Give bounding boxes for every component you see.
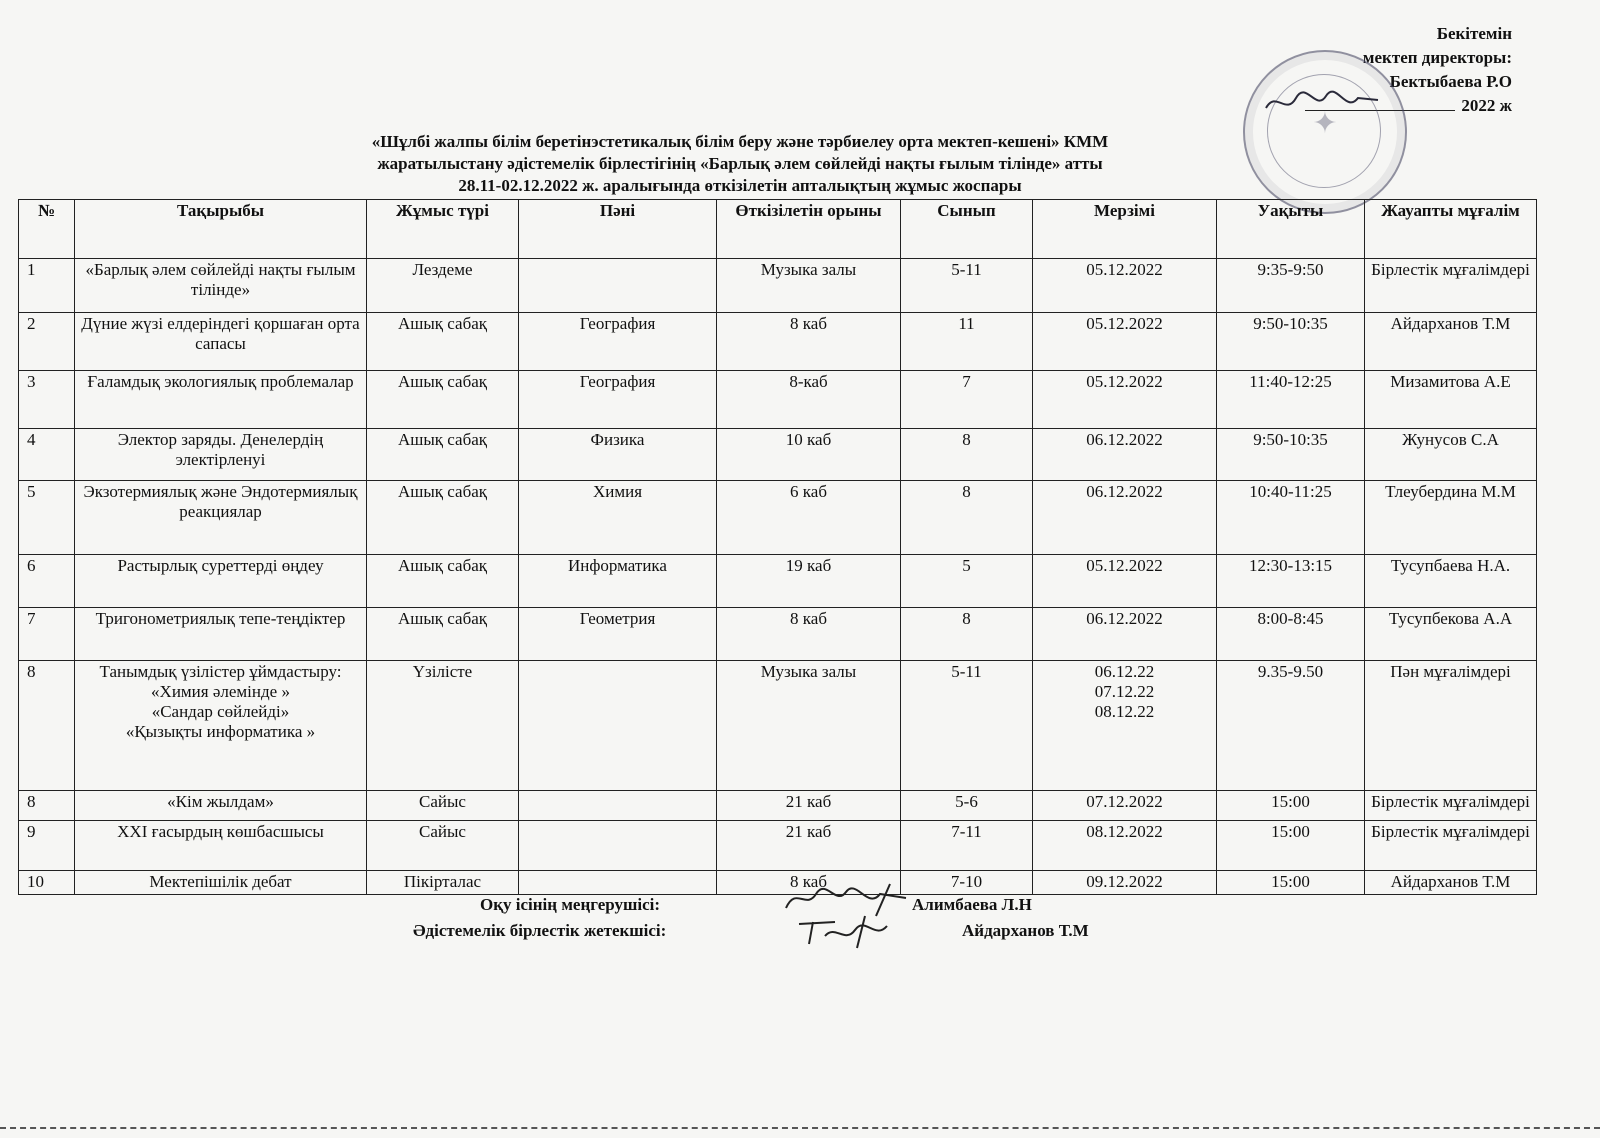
header-number: № (19, 200, 75, 259)
row-work-type: Сайыс (367, 821, 519, 871)
row-time: 9:35-9:50 (1217, 259, 1365, 313)
head-of-studies-label: Оқу ісінің меңгерушісі: (480, 895, 661, 914)
row-venue: 10 каб (717, 429, 901, 481)
row-topic: Танымдық үзілістер ұймдастыру: «Химия әлемінде » «Сандар сөйлейді» «Қызықты информатика » (75, 661, 367, 791)
row-subject (519, 661, 717, 791)
row-class: 5 (901, 555, 1033, 608)
row-work-type: Ашық сабақ (367, 313, 519, 371)
row-date: 09.12.2022 (1033, 871, 1217, 895)
row-responsible-teacher: Тусупбекова А.А (1365, 608, 1537, 661)
table-header-row (19, 200, 1537, 259)
row-date: 06.12.2022 (1033, 429, 1217, 481)
title-line-3: 28.11-02.12.2022 ж. аралығында өткізілетін апталықтың жұмыс жоспары (458, 176, 1022, 195)
row-responsible-teacher: Айдарханов Т.М (1365, 871, 1537, 895)
header-date: Мерзімі (1033, 200, 1217, 259)
row-venue: Музыка залы (717, 661, 901, 791)
row-date: 05.12.2022 (1033, 259, 1217, 313)
row-class: 5-11 (901, 661, 1033, 791)
row-work-type: Лездеме (367, 259, 519, 313)
row-topic: Электор заряды. Денелердің электірленуі (75, 429, 367, 481)
row-class: 7-11 (901, 821, 1033, 871)
row-subject (519, 791, 717, 821)
row-subject: География (519, 371, 717, 429)
approval-heading: Бекітемін (1436, 24, 1512, 43)
row-work-type: Ашық сабақ (367, 429, 519, 481)
row-venue: 6 каб (717, 481, 901, 555)
header-time: Уақыты (1217, 200, 1365, 259)
row-subject: География (519, 313, 717, 371)
row-class: 7-10 (901, 871, 1033, 895)
row-number: 9 (19, 821, 75, 871)
table-row (19, 259, 1537, 313)
row-subject: Информатика (519, 555, 717, 608)
work-plan-table (18, 199, 1537, 895)
row-class: 8 (901, 481, 1033, 555)
row-number: 6 (19, 555, 75, 608)
row-number: 4 (19, 429, 75, 481)
header-work-type: Жұмыс түрі (367, 200, 519, 259)
table-row (19, 555, 1537, 608)
row-time: 9:50-10:35 (1217, 313, 1365, 371)
row-topic: «Кім жылдам» (75, 791, 367, 821)
row-venue: 19 каб (717, 555, 901, 608)
header-topic: Тақырыбы (75, 200, 367, 259)
row-responsible-teacher: Бірлестік мұғалімдері (1365, 821, 1537, 871)
row-work-type: Ашық сабақ (367, 481, 519, 555)
row-date: 05.12.2022 (1033, 371, 1217, 429)
row-date: 08.12.2022 (1033, 821, 1217, 871)
row-time: 9:50-10:35 (1217, 429, 1365, 481)
row-responsible-teacher: Бірлестік мұғалімдері (1365, 791, 1537, 821)
row-work-type: Сайыс (367, 791, 519, 821)
methodical-head-name: Айдарханов Т.М (962, 921, 1089, 940)
row-venue: 8-каб (717, 371, 901, 429)
row-venue: 8 каб (717, 313, 901, 371)
row-time: 15:00 (1217, 791, 1365, 821)
row-work-type: Пікірталас (367, 871, 519, 895)
row-subject (519, 259, 717, 313)
row-subject (519, 821, 717, 871)
row-number: 1 (19, 259, 75, 313)
row-date: 06.12.2022 (1033, 608, 1217, 661)
row-time: 9.35-9.50 (1217, 661, 1365, 791)
row-class: 8 (901, 608, 1033, 661)
row-subject: Химия (519, 481, 717, 555)
row-venue: 8 каб (717, 871, 901, 895)
approval-date: 2022 ж (1461, 96, 1512, 115)
row-number: 7 (19, 608, 75, 661)
header-subject: Пәні (519, 200, 717, 259)
row-class: 11 (901, 313, 1033, 371)
row-responsible-teacher: Айдарханов Т.М (1365, 313, 1537, 371)
row-time: 11:40-12:25 (1217, 371, 1365, 429)
head-of-studies-name: Алимбаева Л.Н (912, 895, 1032, 914)
row-class: 7 (901, 371, 1033, 429)
row-venue: Музыка залы (717, 259, 901, 313)
director-signature (1262, 86, 1382, 120)
document-title (150, 131, 1330, 197)
methodical-head-label: Әдістемелік бірлестік жетекшісі: (413, 921, 667, 940)
row-responsible-teacher: Жунусов С.А (1365, 429, 1537, 481)
row-date: 05.12.2022 (1033, 313, 1217, 371)
row-time: 15:00 (1217, 871, 1365, 895)
row-date: 07.12.2022 (1033, 791, 1217, 821)
row-work-type: Ашық сабақ (367, 608, 519, 661)
row-responsible-teacher: Бірлестік мұғалімдері (1365, 259, 1537, 313)
row-responsible-teacher: Мизамитова А.Е (1365, 371, 1537, 429)
row-work-type: Үзілісте (367, 661, 519, 791)
row-date: 06.12.22 07.12.22 08.12.22 (1033, 661, 1217, 791)
row-number: 8 (19, 791, 75, 821)
row-date: 06.12.2022 (1033, 481, 1217, 555)
row-venue: 21 каб (717, 821, 901, 871)
row-number: 5 (19, 481, 75, 555)
row-number: 8 (19, 661, 75, 791)
header-venue: Өткізілетін орыны (717, 200, 901, 259)
table-body (19, 259, 1537, 895)
row-subject: Физика (519, 429, 717, 481)
row-venue: 21 каб (717, 791, 901, 821)
row-topic: Растырлық суреттерді өңдеу (75, 555, 367, 608)
row-number: 3 (19, 371, 75, 429)
row-venue: 8 каб (717, 608, 901, 661)
table-row (19, 481, 1537, 555)
row-topic: «Барлық әлем сөйлейді нақты ғылым тілінде» (75, 259, 367, 313)
table-row (19, 871, 1537, 895)
title-line-2: жаратылыстану әдістемелік бірлестігінің «Барлық әлем сөйлейді нақты ғылым тілінде» атты (377, 154, 1103, 173)
table-row (19, 429, 1537, 481)
row-number: 10 (19, 871, 75, 895)
row-class: 8 (901, 429, 1033, 481)
row-topic: Мектепішілік дебат (75, 871, 367, 895)
row-topic: XXI ғасырдың көшбасшысы (75, 821, 367, 871)
table-row (19, 791, 1537, 821)
table-row (19, 313, 1537, 371)
row-class: 5-6 (901, 791, 1033, 821)
header-responsible-teacher: Жауапты мұғалім (1365, 200, 1537, 259)
row-class: 5-11 (901, 259, 1033, 313)
row-time: 10:40-11:25 (1217, 481, 1365, 555)
row-responsible-teacher: Пән мұғалімдері (1365, 661, 1537, 791)
approval-position: мектеп директоры: (1362, 48, 1512, 67)
table-row (19, 821, 1537, 871)
row-topic: Дүние жүзі елдеріндегі қоршаған орта сапасы (75, 313, 367, 371)
row-time: 8:00-8:45 (1217, 608, 1365, 661)
row-responsible-teacher: Тлеубердина М.М (1365, 481, 1537, 555)
row-topic: Ғаламдық экологиялық проблемалар (75, 371, 367, 429)
approval-director-name: Бектыбаева Р.О (1389, 72, 1512, 91)
title-line-1: «Шұлбі жалпы білім беретінэстетикалық білім беру және тәрбиелеу орта мектеп-кешені» КММ (371, 132, 1109, 151)
row-time: 15:00 (1217, 821, 1365, 871)
table-row (19, 661, 1537, 791)
row-date: 05.12.2022 (1033, 555, 1217, 608)
row-time: 12:30-13:15 (1217, 555, 1365, 608)
row-subject (519, 871, 717, 895)
table-row (19, 608, 1537, 661)
table-row (19, 371, 1537, 429)
row-topic: Тригонометриялық тепе-теңдіктер (75, 608, 367, 661)
row-subject: Геометрия (519, 608, 717, 661)
paper-bottom-edge (0, 1127, 1600, 1133)
header-class: Сынып (901, 200, 1033, 259)
methodical-head-signature (795, 914, 905, 952)
row-number: 2 (19, 313, 75, 371)
row-responsible-teacher: Тусупбаева Н.А. (1365, 555, 1537, 608)
row-topic: Экзотермиялық және Эндотермиялық реакциялар (75, 481, 367, 555)
seal-emblem-icon: ✦ (1312, 107, 1338, 140)
row-work-type: Ашық сабақ (367, 555, 519, 608)
row-work-type: Ашық сабақ (367, 371, 519, 429)
